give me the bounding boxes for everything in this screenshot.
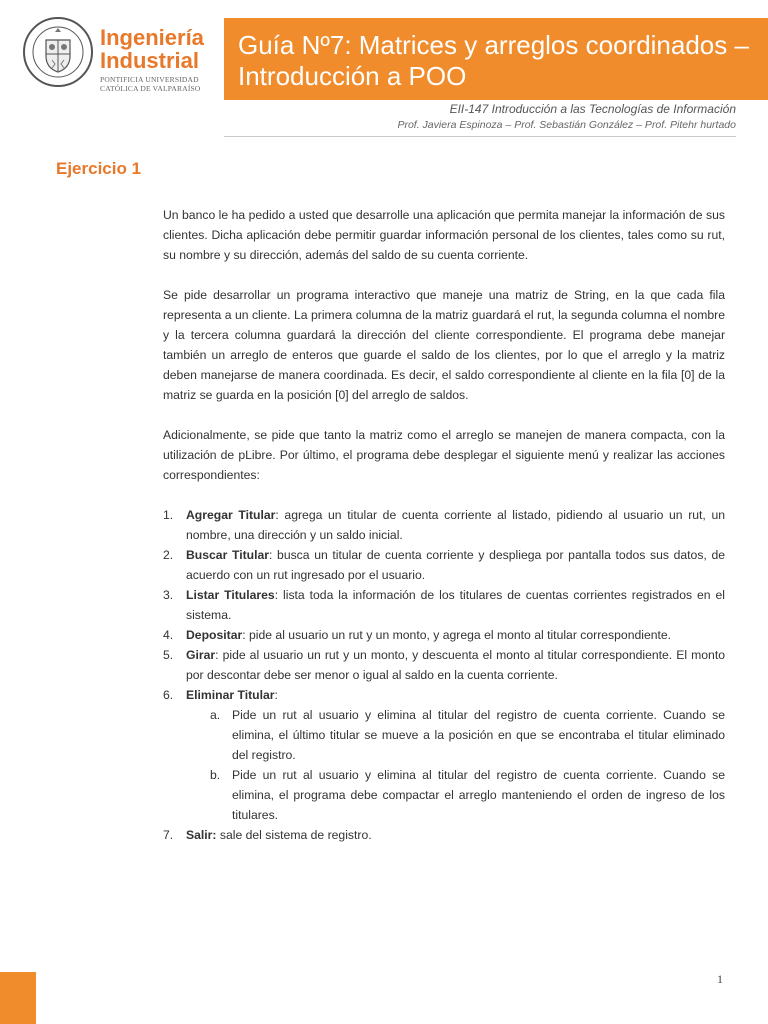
menu-item-text: pide al usuario un rut y un monto, y agrega el monto al titular correspondiente. [245, 628, 672, 642]
menu-item-text: busca un titular de cuenta corriente y despliega por pantalla todos sus datos, de acuerdo con un rut ingresado por el usuario. [186, 548, 726, 582]
logo-line1: Ingeniería [100, 25, 204, 50]
menu-item-number: 2. [163, 548, 174, 562]
menu-item [163, 645, 725, 685]
paragraph: Se pide desarrollar un programa interactivo que maneje una matriz de String, en la que cada fila representa a un cliente. La primera columna de la matriz guardará el rut, la segunda columna el nombre y la tercera columna guardará la dirección del cliente correspondiente. El programa debe manejar también un arreglo de enteros que guarde el saldo de los clientes, por lo que el arreglo y la matriz deben manejarse de manera coordinada. Es decir, el saldo correspondiente al cliente en la fila [0] de la matriz se guarda en la posición [0] del arreglo de saldos. [163, 288, 725, 402]
menu-item [163, 585, 725, 625]
submenu-list [186, 705, 725, 825]
exercise-body [163, 205, 725, 845]
menu-item-label: Salir: [186, 828, 217, 842]
menu-item-sep: : [269, 548, 273, 562]
corner-accent-block [0, 972, 36, 1024]
menu-item-label: Depositar [186, 628, 243, 642]
menu-item [163, 505, 725, 545]
menu-item [163, 545, 725, 585]
submenu-item [186, 705, 725, 765]
submenu-item-letter: a. [210, 708, 221, 722]
logo-line2: Industrial [100, 48, 200, 73]
menu-item-label: Buscar Titular [186, 548, 269, 562]
submenu-item-text: Pide un rut al usuario y elimina al titular del registro de cuenta corriente. Cuando se elimina, el último titular se mueve a la posición en que se encontraba el titular eliminado del registro. [232, 708, 725, 762]
paragraph: Un banco le ha pedido a usted que desarrolle una aplicación que permita manejar la información de sus clientes. Dicha aplicación debe permitir guardar información personal de los clientes, tales como su rut, su nombre y su dirección, además del saldo de su cuenta corriente. [163, 208, 725, 262]
menu-item-text: sale del sistema de registro. [216, 828, 372, 842]
menu-item-sep: : [215, 648, 219, 662]
header-divider [224, 136, 736, 137]
menu-item-text: lista toda la información de los titulares de cuentas corrientes registrados en el sistema. [186, 588, 725, 622]
menu-item-number: 6. [163, 688, 174, 702]
section-heading: Ejercicio 1 [56, 159, 142, 178]
menu-item-number: 4. [163, 628, 174, 642]
menu-item-label: Listar Titulares [186, 588, 275, 602]
submenu-item-text: Pide un rut al usuario y elimina al titular del registro de cuenta corriente. Cuando se elimina, el programa debe compactar el arreglo manteniendo el orden de ingreso de los titulares. [232, 768, 725, 822]
menu-item-number: 3. [163, 588, 174, 602]
submenu-item-letter: b. [210, 768, 221, 782]
menu-item [163, 685, 725, 825]
menu-item-text: pide al usuario un rut y un monto, y descuenta el monto al titular correspondiente. El monto por descontar debe ser menor o igual al saldo en la cuenta corriente. [186, 648, 725, 682]
logo-sub2: CATÓLICA DE VALPARAÍSO [100, 84, 201, 93]
title-line1: Guía Nº7: Matrices y arreglos coordinados – [238, 30, 749, 60]
page-number: 1 [717, 972, 723, 986]
menu-item-label: Eliminar Titular [186, 688, 275, 702]
logo-wordmark [100, 26, 210, 93]
logo-sub1: PONTIFICIA UNIVERSIDAD [100, 75, 199, 84]
menu-item-number: 7. [163, 828, 174, 842]
menu-item-number: 5. [163, 648, 174, 662]
menu-item-text: agrega un titular de cuenta corriente al listado, pidiendo al usuario un rut, un nombre, una dirección y un saldo inicial. [186, 508, 725, 542]
submenu-item [186, 765, 725, 825]
menu-item-sep: : [275, 508, 279, 522]
menu-item-label: Agregar Titular [186, 508, 276, 522]
professors-line: Prof. Javiera Espinoza – Prof. Sebastián González – Prof. Pitehr hurtado [397, 119, 736, 131]
menu-item [163, 625, 725, 645]
title-band [224, 18, 768, 100]
university-seal-icon [22, 16, 94, 88]
menu-item-number: 1. [163, 508, 174, 522]
menu-list [163, 505, 725, 845]
menu-item-sep: : [242, 628, 246, 642]
title-line2: Introducción a POO [238, 61, 467, 91]
menu-item-sep: : [274, 588, 279, 602]
menu-item [163, 825, 725, 845]
course-line: EII-147 Introducción a las Tecnologías de Información [449, 102, 736, 116]
menu-item-label: Girar [186, 648, 216, 662]
paragraph: Adicionalmente, se pide que tanto la matriz como el arreglo se manejen de manera compacta, con la utilización de pLibre. Por último, el programa debe desplegar el siguiente menú y realizar las acciones correspondientes: [163, 428, 725, 482]
menu-item-sep: : [274, 688, 278, 702]
